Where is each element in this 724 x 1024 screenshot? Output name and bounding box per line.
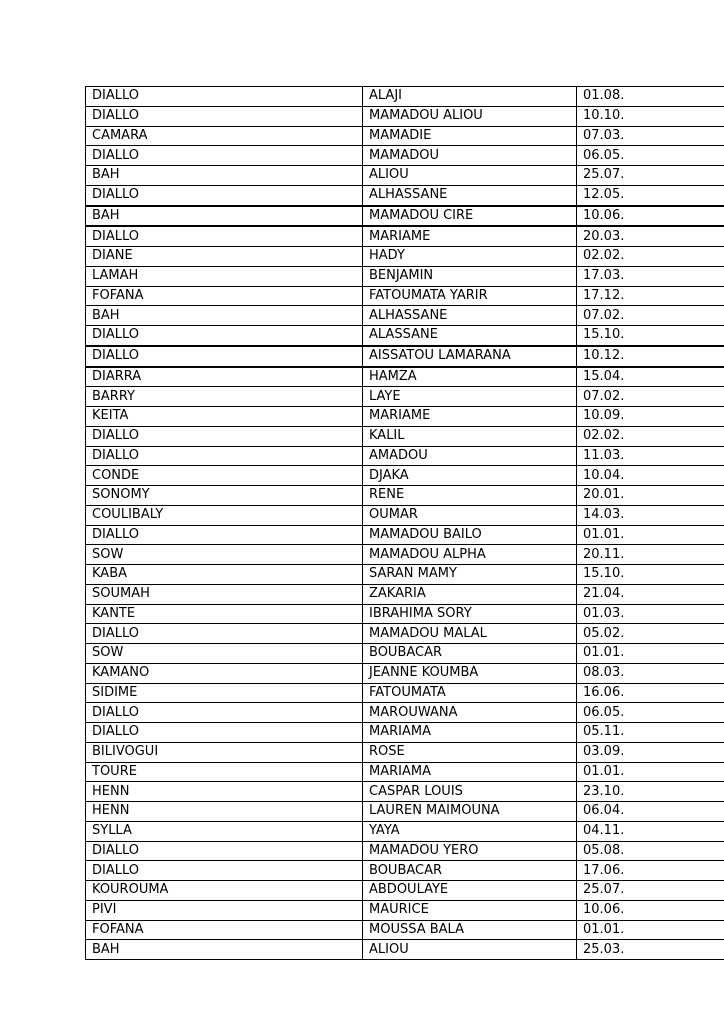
first-name-cell: MAMADOU BAILO xyxy=(363,525,577,545)
date-cell: 20.11. xyxy=(577,545,724,565)
table-row xyxy=(86,87,724,107)
date-cell: 04.11. xyxy=(577,821,724,841)
first-name-cell: OUMAR xyxy=(363,505,577,525)
last-name-cell: DIALLO xyxy=(86,226,363,246)
first-name-cell: ALHASSANE xyxy=(363,185,577,205)
table-row xyxy=(86,106,724,126)
date-cell: 10.06. xyxy=(577,206,724,227)
table-row xyxy=(86,446,724,466)
last-name-cell: DIALLO xyxy=(86,87,363,107)
table-row xyxy=(86,346,724,367)
date-cell: 05.08. xyxy=(577,841,724,861)
table-row xyxy=(86,782,724,802)
date-cell: 07.03. xyxy=(577,126,724,146)
table-row xyxy=(86,762,724,782)
last-name-cell: BAH xyxy=(86,940,363,960)
date-cell: 01.03. xyxy=(577,604,724,624)
table-row xyxy=(86,841,724,861)
last-name-cell: DIALLO xyxy=(86,861,363,881)
last-name-cell: DIANE xyxy=(86,247,363,267)
table-row xyxy=(86,900,724,920)
last-name-cell: SYLLA xyxy=(86,821,363,841)
table-row xyxy=(86,584,724,604)
first-name-cell: KALIL xyxy=(363,426,577,446)
date-cell: 01.08. xyxy=(577,87,724,107)
date-cell: 01.01. xyxy=(577,920,724,940)
last-name-cell: PIVI xyxy=(86,900,363,920)
first-name-cell: RENE xyxy=(363,486,577,506)
table-row xyxy=(86,663,724,683)
last-name-cell: KAMANO xyxy=(86,663,363,683)
last-name-cell: LAMAH xyxy=(86,266,363,286)
first-name-cell: BOUBACAR xyxy=(363,644,577,664)
table-row xyxy=(86,742,724,762)
last-name-cell: FOFANA xyxy=(86,286,363,306)
table-row xyxy=(86,545,724,565)
date-cell: 15.04. xyxy=(577,367,724,387)
first-name-cell: MARIAMA xyxy=(363,762,577,782)
date-cell: 23.10. xyxy=(577,782,724,802)
table-row xyxy=(86,367,724,387)
first-name-cell: MAURICE xyxy=(363,900,577,920)
first-name-cell: MARIAME xyxy=(363,226,577,246)
first-name-cell: ALAJI xyxy=(363,87,577,107)
table-row xyxy=(86,525,724,545)
table-row xyxy=(86,466,724,486)
last-name-cell: KEITA xyxy=(86,407,363,427)
first-name-cell: IBRAHIMA SORY xyxy=(363,604,577,624)
date-cell: 15.10. xyxy=(577,326,724,346)
date-cell: 11.03. xyxy=(577,446,724,466)
first-name-cell: DJAKA xyxy=(363,466,577,486)
date-cell: 10.12. xyxy=(577,346,724,367)
date-cell: 02.02. xyxy=(577,426,724,446)
first-name-cell: ALASSANE xyxy=(363,326,577,346)
last-name-cell: DIALLO xyxy=(86,703,363,723)
table-row xyxy=(86,861,724,881)
table-row xyxy=(86,387,724,407)
table-row xyxy=(86,486,724,506)
date-cell: 17.12. xyxy=(577,286,724,306)
last-name-cell: DIALLO xyxy=(86,426,363,446)
table-row xyxy=(86,146,724,166)
last-name-cell: DIALLO xyxy=(86,326,363,346)
date-cell: 10.10. xyxy=(577,106,724,126)
last-name-cell: DIARRA xyxy=(86,367,363,387)
table-row xyxy=(86,565,724,585)
first-name-cell: ALIOU xyxy=(363,166,577,186)
first-name-cell: FATOUMATA xyxy=(363,683,577,703)
first-name-cell: CASPAR LOUIS xyxy=(363,782,577,802)
date-cell: 08.03. xyxy=(577,663,724,683)
first-name-cell: HAMZA xyxy=(363,367,577,387)
date-cell: 10.06. xyxy=(577,900,724,920)
table-row xyxy=(86,185,724,205)
date-cell: 25.07. xyxy=(577,881,724,901)
last-name-cell: TOURE xyxy=(86,762,363,782)
last-name-cell: DIALLO xyxy=(86,723,363,743)
table-row xyxy=(86,723,724,743)
table-row xyxy=(86,326,724,346)
date-cell: 06.05. xyxy=(577,146,724,166)
first-name-cell: SARAN MAMY xyxy=(363,565,577,585)
last-name-cell: FOFANA xyxy=(86,920,363,940)
last-name-cell: DIALLO xyxy=(86,346,363,367)
first-name-cell: BENJAMIN xyxy=(363,266,577,286)
first-name-cell: ALIOU xyxy=(363,940,577,960)
first-name-cell: MAMADOU CIRE xyxy=(363,206,577,227)
date-cell: 20.03. xyxy=(577,226,724,246)
last-name-cell: DIALLO xyxy=(86,525,363,545)
date-cell: 17.03. xyxy=(577,266,724,286)
last-name-cell: SONOMY xyxy=(86,486,363,506)
first-name-cell: BOUBACAR xyxy=(363,861,577,881)
first-name-cell: MAROUWANA xyxy=(363,703,577,723)
first-name-cell: HADY xyxy=(363,247,577,267)
date-cell: 25.03. xyxy=(577,940,724,960)
date-cell: 10.04. xyxy=(577,466,724,486)
date-cell: 05.11. xyxy=(577,723,724,743)
table-row xyxy=(86,624,724,644)
date-cell: 01.01. xyxy=(577,762,724,782)
first-name-cell: MAMADOU ALPHA xyxy=(363,545,577,565)
date-cell: 15.10. xyxy=(577,565,724,585)
table-row xyxy=(86,703,724,723)
last-name-cell: CONDE xyxy=(86,466,363,486)
last-name-cell: BILIVOGUI xyxy=(86,742,363,762)
first-name-cell: JEANNE KOUMBA xyxy=(363,663,577,683)
table-row xyxy=(86,604,724,624)
date-cell: 10.09. xyxy=(577,407,724,427)
first-name-cell: MARIAME xyxy=(363,407,577,427)
last-name-cell: BARRY xyxy=(86,387,363,407)
last-name-cell: KANTE xyxy=(86,604,363,624)
date-cell: 02.02. xyxy=(577,247,724,267)
last-name-cell: KOUROUMA xyxy=(86,881,363,901)
table-row xyxy=(86,126,724,146)
last-name-cell: COULIBALY xyxy=(86,505,363,525)
table-row xyxy=(86,505,724,525)
last-name-cell: DIALLO xyxy=(86,106,363,126)
first-name-cell: YAYA xyxy=(363,821,577,841)
first-name-cell: FATOUMATA YARIR xyxy=(363,286,577,306)
last-name-cell: KABA xyxy=(86,565,363,585)
first-name-cell: AISSATOU LAMARANA xyxy=(363,346,577,367)
first-name-cell: MAMADIE xyxy=(363,126,577,146)
table-row xyxy=(86,802,724,822)
table-row xyxy=(86,426,724,446)
table-row xyxy=(86,683,724,703)
date-cell: 01.01. xyxy=(577,525,724,545)
name-table-body xyxy=(86,87,724,960)
date-cell: 05.02. xyxy=(577,624,724,644)
table-row xyxy=(86,644,724,664)
date-cell: 20.01. xyxy=(577,486,724,506)
last-name-cell: DIALLO xyxy=(86,146,363,166)
first-name-cell: MAMADOU xyxy=(363,146,577,166)
first-name-cell: LAUREN MAIMOUNA xyxy=(363,802,577,822)
first-name-cell: MAMADOU YERO xyxy=(363,841,577,861)
table-row xyxy=(86,247,724,267)
last-name-cell: HENN xyxy=(86,802,363,822)
table-row xyxy=(86,166,724,186)
last-name-cell: SOW xyxy=(86,644,363,664)
first-name-cell: ABDOULAYE xyxy=(363,881,577,901)
last-name-cell: SIDIME xyxy=(86,683,363,703)
date-cell: 07.02. xyxy=(577,387,724,407)
first-name-cell: AMADOU xyxy=(363,446,577,466)
table-row xyxy=(86,940,724,960)
last-name-cell: SOW xyxy=(86,545,363,565)
first-name-cell: ROSE xyxy=(363,742,577,762)
table-row xyxy=(86,286,724,306)
last-name-cell: HENN xyxy=(86,782,363,802)
first-name-cell: ZAKARIA xyxy=(363,584,577,604)
date-cell: 21.04. xyxy=(577,584,724,604)
date-cell: 03.09. xyxy=(577,742,724,762)
last-name-cell: DIALLO xyxy=(86,185,363,205)
last-name-cell: SOUMAH xyxy=(86,584,363,604)
date-cell: 07.02. xyxy=(577,306,724,326)
date-cell: 12.05. xyxy=(577,185,724,205)
table-row xyxy=(86,821,724,841)
table-row xyxy=(86,206,724,227)
last-name-cell: BAH xyxy=(86,206,363,227)
first-name-cell: MARIAMA xyxy=(363,723,577,743)
first-name-cell: MAMADOU ALIOU xyxy=(363,106,577,126)
date-cell: 01.01. xyxy=(577,644,724,664)
date-cell: 16.06. xyxy=(577,683,724,703)
last-name-cell: CAMARA xyxy=(86,126,363,146)
first-name-cell: LAYE xyxy=(363,387,577,407)
table-row xyxy=(86,881,724,901)
table-row xyxy=(86,226,724,246)
last-name-cell: BAH xyxy=(86,306,363,326)
table-row xyxy=(86,407,724,427)
first-name-cell: MAMADOU MALAL xyxy=(363,624,577,644)
table-row xyxy=(86,920,724,940)
date-cell: 25.07. xyxy=(577,166,724,186)
last-name-cell: BAH xyxy=(86,166,363,186)
date-cell: 06.05. xyxy=(577,703,724,723)
date-cell: 17.06. xyxy=(577,861,724,881)
last-name-cell: DIALLO xyxy=(86,624,363,644)
table-row xyxy=(86,306,724,326)
table-row xyxy=(86,266,724,286)
first-name-cell: MOUSSA BALA xyxy=(363,920,577,940)
last-name-cell: DIALLO xyxy=(86,841,363,861)
last-name-cell: DIALLO xyxy=(86,446,363,466)
date-cell: 14.03. xyxy=(577,505,724,525)
date-cell: 06.04. xyxy=(577,802,724,822)
name-table xyxy=(85,86,724,960)
first-name-cell: ALHASSANE xyxy=(363,306,577,326)
